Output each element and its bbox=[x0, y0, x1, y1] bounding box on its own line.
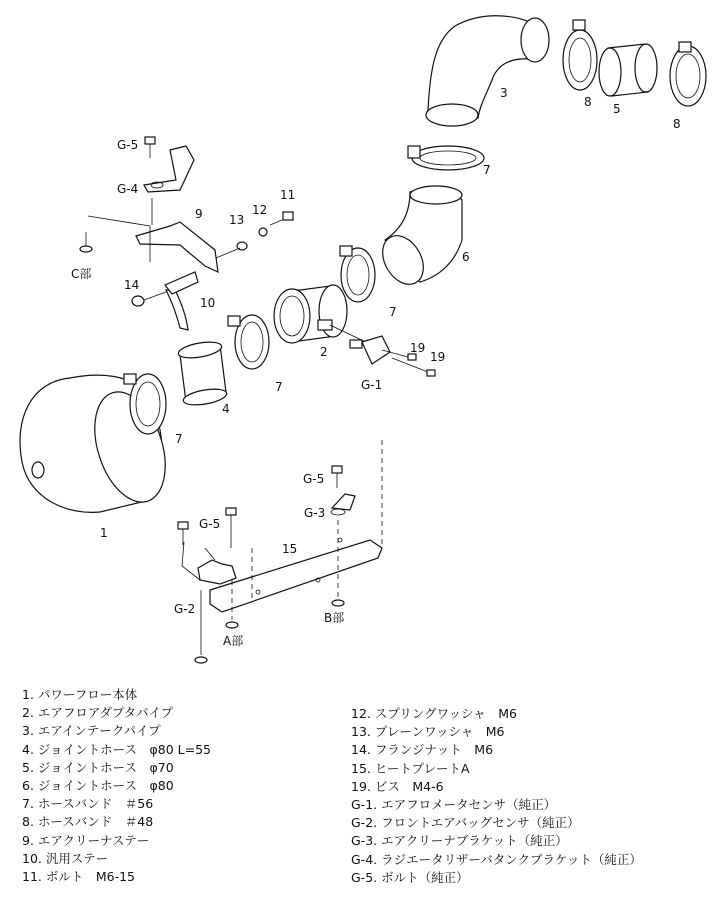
air-cleaner-bracket-drawing bbox=[331, 440, 382, 606]
callout-part-8-a: 8 bbox=[584, 95, 592, 109]
legend-item: G-5. ボルト（純正） bbox=[351, 869, 469, 885]
callout-part-11: 11 bbox=[280, 188, 296, 202]
callout-part-6: 6 bbox=[462, 250, 470, 264]
parts-legend-left bbox=[22, 686, 211, 886]
callout-part-15: 15 bbox=[282, 542, 298, 556]
callout-part-12: 12 bbox=[252, 203, 268, 217]
legend-item: G-3. エアクリーナブラケット（純正） bbox=[351, 833, 568, 849]
label-area-b: B部 bbox=[324, 611, 345, 625]
legend-item: 1. パワーフロー本体 bbox=[22, 687, 138, 702]
callout-part-4: 4 bbox=[222, 402, 230, 416]
callout-part-7-d: 7 bbox=[175, 432, 183, 446]
legend-item: G-1. エアフロメータセンサ（純正） bbox=[351, 797, 557, 813]
callout-part-2: 2 bbox=[320, 345, 328, 359]
callout-g3: G-3 bbox=[304, 506, 326, 520]
intake-pipe-drawing bbox=[426, 16, 549, 126]
joint-hose-70-drawing bbox=[599, 44, 657, 96]
hose-band-48-left-drawing bbox=[563, 20, 597, 90]
joint-hose-80-l55-drawing bbox=[177, 339, 228, 407]
callout-part-10: 10 bbox=[200, 296, 216, 310]
callout-part-8-b: 8 bbox=[673, 117, 681, 131]
callout-part-14: 14 bbox=[124, 278, 140, 292]
hose-band-56-upper-drawing bbox=[408, 146, 484, 170]
airflow-adapter-pipe-drawing bbox=[274, 285, 347, 343]
parts-legend-right bbox=[351, 705, 642, 887]
legend-item: 6. ジョイントホース φ80 bbox=[22, 778, 174, 794]
legend-item: 3. エアインテークパイプ bbox=[22, 723, 161, 739]
bolt-washers-drawing bbox=[216, 212, 293, 258]
callout-g2: G-2 bbox=[174, 602, 196, 616]
legend-item: G-2. フロントエアバッグセンサ（純正） bbox=[351, 815, 580, 831]
callout-g5-b: G-5 bbox=[303, 472, 325, 486]
hose-band-48-right-drawing bbox=[670, 42, 706, 106]
general-stay-and-nut-drawing bbox=[132, 272, 198, 330]
joint-hose-80-elbow-drawing bbox=[374, 186, 462, 292]
callout-part-9: 9 bbox=[195, 207, 203, 221]
callout-part-19-b: 19 bbox=[430, 350, 446, 364]
label-area-c: C部 bbox=[71, 267, 92, 281]
label-area-a: A部 bbox=[223, 634, 244, 648]
legend-item: 13. プレーンワッシャ M6 bbox=[351, 724, 505, 740]
hose-band-56-mid-drawing bbox=[340, 246, 375, 302]
legend-item: 5. ジョイントホース φ70 bbox=[22, 759, 174, 775]
callout-part-7-b: 7 bbox=[389, 305, 397, 319]
callout-g5-c: G-5 bbox=[199, 517, 221, 531]
hose-band-56-lower-drawing bbox=[228, 315, 269, 369]
callout-part-3: 3 bbox=[500, 86, 508, 100]
legend-item: 12. スプリングワッシャ M6 bbox=[351, 706, 517, 721]
callout-g5-a: G-5 bbox=[117, 138, 139, 152]
legend-item: 7. ホースバンド ＃56 bbox=[22, 796, 154, 812]
legend-item: 2. エアフロアダプタパイプ bbox=[22, 705, 174, 721]
radiator-bracket-drawing bbox=[144, 137, 194, 225]
legend-item: G-4. ラジエータリザーバタンクブラケット（純正） bbox=[351, 851, 642, 867]
legend-item: 4. ジョイントホース φ80 L=55 bbox=[22, 741, 211, 757]
legend-item: 15. ヒートプレートA bbox=[351, 760, 470, 776]
callout-part-19-a: 19 bbox=[410, 341, 426, 355]
legend-item: 10. 汎用ステー bbox=[22, 850, 109, 866]
callout-part-7-c: 7 bbox=[275, 380, 283, 394]
callout-g4: G-4 bbox=[117, 182, 139, 196]
callout-g1: G-1 bbox=[361, 378, 383, 392]
callout-part-1: 1 bbox=[100, 526, 108, 540]
air-cleaner-stay-drawing bbox=[80, 216, 218, 272]
legend-item: 11. ボルト M6-15 bbox=[22, 869, 136, 885]
legend-item: 19. ビス M4-6 bbox=[351, 778, 444, 794]
legend-item: 9. エアクリーナステー bbox=[22, 832, 150, 848]
callout-part-7-a: 7 bbox=[483, 163, 491, 177]
legend-item: 14. フランジナット M6 bbox=[351, 742, 494, 758]
legend-item: 8. ホースバンド ＃48 bbox=[22, 814, 154, 830]
callout-part-5: 5 bbox=[613, 102, 621, 116]
callout-part-13: 13 bbox=[229, 213, 245, 227]
